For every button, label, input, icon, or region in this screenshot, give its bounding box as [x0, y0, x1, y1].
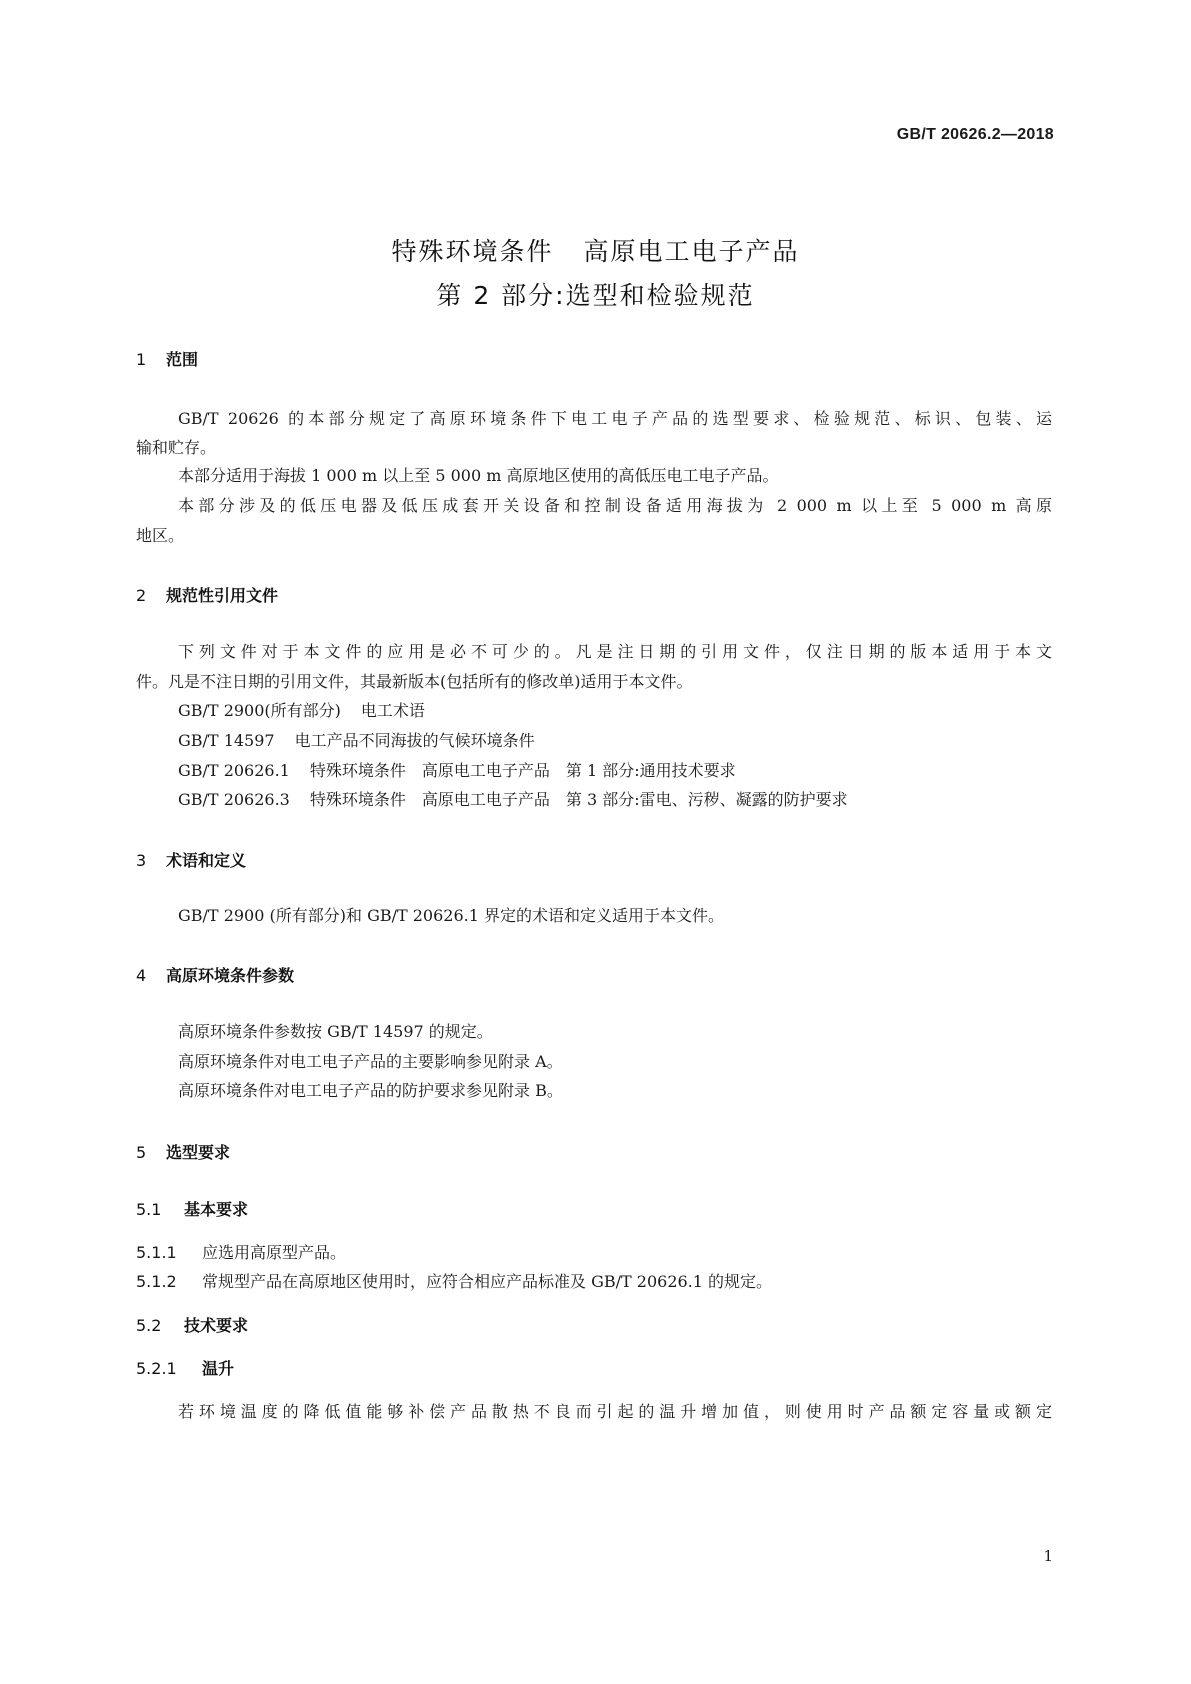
section-4-paragraph-3: 高原环境条件对电工电子产品的防护要求参见附录 B。 [178, 1081, 563, 1100]
reference-item: GB/T 14597 电工产品不同海拔的气候环境条件 [178, 731, 535, 750]
section-2-heading: 2 规范性引用文件 [136, 586, 279, 605]
document-title-line-1 [0, 232, 1191, 268]
clause-5-1-1: 5.1.1 应选用高原型产品。 [136, 1243, 347, 1262]
title-part-1: 特殊环境条件 [391, 237, 554, 266]
title-part-2: 高原电工电子产品 [583, 237, 800, 266]
section-4-paragraph-1: 高原环境条件参数按 GB/T 14597 的规定。 [178, 1022, 493, 1041]
reference-item: GB/T 20626.1 特殊环境条件 高原电工电子产品 第 1 部分:通用技术要求 [178, 761, 736, 780]
section-1-paragraph-1-line-2: 输和贮存。 [136, 438, 217, 457]
section-5-2-1-heading: 5.2.1 温升 [136, 1359, 235, 1378]
section-4-paragraph-2: 高原环境条件对电工电子产品的主要影响参见附录 A。 [178, 1052, 563, 1071]
standard-code: GB/T 20626.2—2018 [896, 126, 1054, 143]
clause-5-1-2: 5.1.2 常规型产品在高原地区使用时，应符合相应产品标准及 GB/T 20626.1 的规定。 [136, 1272, 773, 1291]
section-1-paragraph-3-line-2: 地区。 [136, 526, 185, 545]
reference-item: GB/T 20626.3 特殊环境条件 高原电工电子产品 第 3 部分:雷电、污秽、凝露的防护要求 [178, 790, 848, 809]
document-title-line-2: 第 2 部分:选型和检验规范 [436, 281, 755, 310]
section-5-1-heading: 5.1 基本要求 [136, 1200, 249, 1219]
section-5-heading: 5 选型要求 [136, 1143, 231, 1162]
section-3-paragraph-1: GB/T 2900 (所有部分)和 GB/T 20626.1 界定的术语和定义适用于本文件。 [178, 906, 725, 925]
section-2-paragraph-1-line-1: 下列文件对于本文件的应用是必不可少的。凡是注日期的引用文件，仅注日期的版本适用于本文 [178, 642, 1052, 661]
page-number: 1 [1043, 1547, 1053, 1565]
section-4-heading: 4 高原环境条件参数 [136, 966, 295, 985]
section-1-paragraph-2: 本部分适用于海拔 1 000 m 以上至 5 000 m 高原地区使用的高低压电工电子产品。 [178, 466, 779, 485]
section-3-heading: 3 术语和定义 [136, 851, 247, 870]
reference-item: GB/T 2900(所有部分) 电工术语 [178, 701, 425, 720]
section-1-paragraph-1-line-1: GB/T 20626 的本部分规定了高原环境条件下电工电子产品的选型要求、检验规范、标识、包装、运 [178, 409, 1052, 428]
section-5-2-1-paragraph-1: 若环境温度的降低值能够补偿产品散热不良而引起的温升增加值，则使用时产品额定容量或额定 [178, 1402, 1052, 1421]
section-5-2-heading: 5.2 技术要求 [136, 1316, 249, 1335]
section-1-heading: 1 范围 [136, 350, 199, 369]
section-1-paragraph-3-line-1: 本部分涉及的低压电器及低压成套开关设备和控制设备适用海拔为 2 000 m 以上至 5 000 m 高原 [178, 496, 1052, 515]
section-2-paragraph-1-line-2: 件。凡是不注日期的引用文件，其最新版本(包括所有的修改单)适用于本文件。 [136, 672, 693, 691]
